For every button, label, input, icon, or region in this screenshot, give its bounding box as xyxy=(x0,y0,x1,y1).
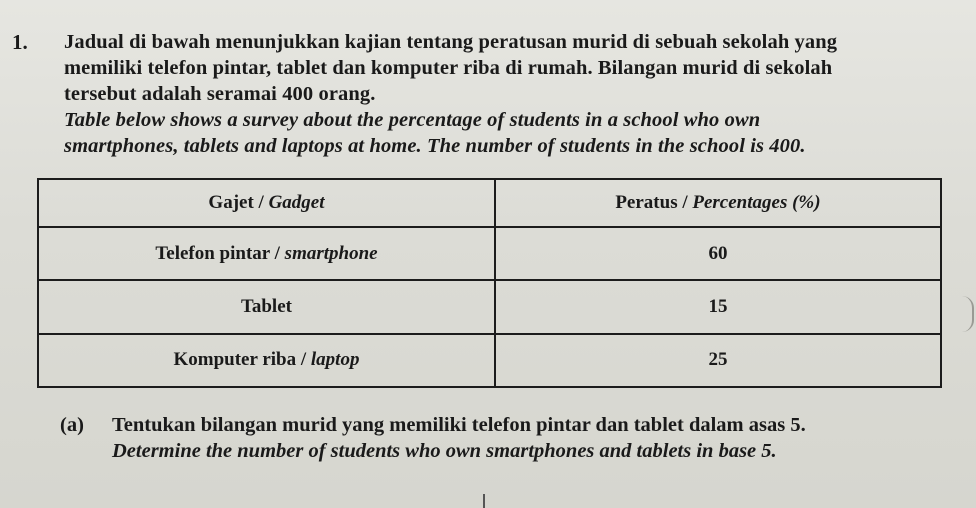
gadget-cell xyxy=(38,227,495,280)
percentage-cell: 15 xyxy=(495,280,941,333)
header-gadget xyxy=(38,179,495,227)
gadget-english: smartphone xyxy=(284,242,378,264)
header-gadget-english: Gadget xyxy=(268,192,325,213)
question-number: 1. xyxy=(12,30,28,54)
header-percent-malay: Peratus / xyxy=(615,192,693,213)
part-a-question-malay xyxy=(60,414,806,437)
page-tick-mark xyxy=(483,494,485,508)
part-a-text-malay: Tentukan bilangan murid yang memiliki telefon pintar dan tablet dalam asas 5. xyxy=(112,414,806,436)
table-header-row xyxy=(38,179,941,227)
malay-line-1: Jadual di bawah menunjukkan kajian tentang peratusan murid di sebuah sekolah yang xyxy=(64,31,838,53)
percentage-cell: 25 xyxy=(495,334,941,387)
table-row xyxy=(38,334,941,387)
gadget-malay: Telefon pintar / xyxy=(155,242,285,264)
table-row xyxy=(38,280,941,333)
header-gadget-malay: Gajet / xyxy=(208,192,269,213)
header-percent-english: Percentages (%) xyxy=(692,192,821,213)
table-row xyxy=(38,227,941,280)
part-a-label: (a) xyxy=(60,414,84,436)
gadget-malay: Tablet xyxy=(240,295,292,317)
survey-table xyxy=(37,178,942,388)
malay-line-2: memiliki telefon pintar, tablet dan komputer riba di rumah. Bilangan murid di sekolah xyxy=(64,57,833,79)
malay-line-3: tersebut adalah seramai 400 orang. xyxy=(64,83,376,105)
gadget-malay: Komputer riba / xyxy=(173,349,311,371)
gadget-cell xyxy=(38,280,495,333)
percentage-cell: 60 xyxy=(495,227,941,280)
question-text-malay xyxy=(64,29,837,107)
part-a-question-english: Determine the number of students who own smartphones and tablets in base 5. xyxy=(112,440,777,462)
margin-bracket-mark xyxy=(962,296,974,332)
gadget-cell xyxy=(38,334,495,387)
gadget-english: laptop xyxy=(310,349,360,371)
question-text-english xyxy=(64,107,806,159)
english-line-1: Table below shows a survey about the percentage of students in a school who own xyxy=(64,109,761,131)
header-percentage xyxy=(495,179,941,227)
english-line-2: smartphones, tablets and laptops at home. The number of students in the school is 400. xyxy=(64,135,806,157)
